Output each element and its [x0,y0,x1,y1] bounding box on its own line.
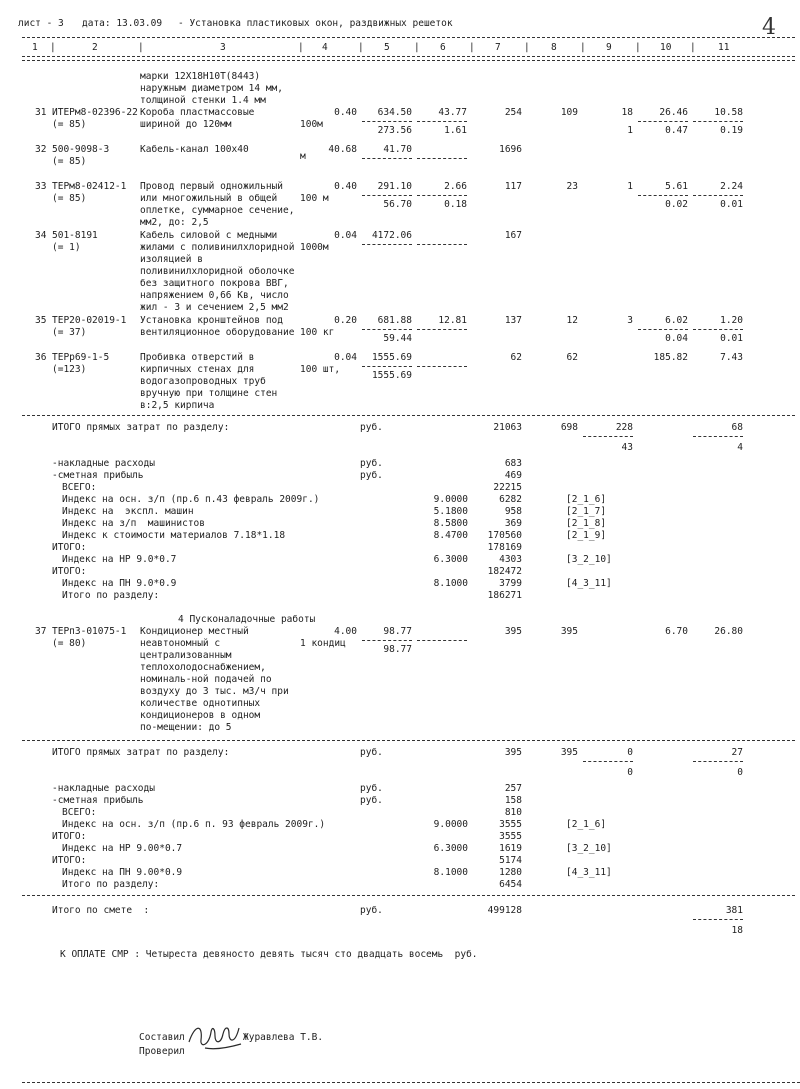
cell-underline [417,158,467,159]
description-line: толщиной стенки 1.4 мм [140,95,266,106]
currency-label: руб. [360,422,383,433]
summary-coefficient: 6.3000 [433,843,468,854]
cell-value: 98.77 [383,626,412,637]
column-separator: | [138,42,144,53]
cell-value: 1696 [499,144,522,155]
cell-underline [693,761,743,762]
summary-reference: [2_1_6] [566,819,607,830]
item-code: ТЕР20-02019-1 [52,315,127,326]
total-c11: 68 [731,422,743,433]
item-coefficient: (= 85) [52,156,87,167]
checked-by-label: Проверил [139,1046,185,1057]
description-line: вручную при толщине стен [140,388,278,399]
summary-label: -сметная прибыль [52,795,144,806]
total-c9: 228 [615,422,633,433]
summary-value: 1280 [499,867,522,878]
description-line: жил - 3 и сечением 2,5 мм2 [140,302,289,313]
summary-label: Итого по разделу: [62,879,160,890]
cell-value: 634.50 [377,107,412,118]
item-number: 33 [35,181,47,192]
cell-underline [417,244,467,245]
quantity: 4.00 [334,626,357,637]
item-number: 35 [35,315,47,326]
summary-value: 469 [504,470,522,481]
cell-underline [693,195,743,196]
column-separator: | [524,42,530,53]
cell-value: 2.24 [720,181,743,192]
cell-value-secondary: 1555.69 [371,370,412,381]
cell-value: 395 [504,626,522,637]
cell-value-secondary: 0.01 [720,199,743,210]
cell-value: 4172.06 [371,230,412,241]
summary-label: Индекс на ПН 9.00*0.9 [62,867,183,878]
cell-underline [417,640,467,641]
summary-label: Индекс на ПН 9.0*0.9 [62,578,177,589]
summary-reference: [2_1_9] [566,530,607,541]
cell-value: 23 [566,181,578,192]
description-line: наружным диаметром 14 мм, [140,83,283,94]
description-line: кондиционеров в одном [140,710,261,721]
grand-total-value: 499128 [487,905,522,916]
description-line: напряжением 0,66 Кв, число [140,290,289,301]
description-line: неавтономный с [140,638,221,649]
cell-value-secondary: 0.47 [665,125,688,136]
cell-underline [638,195,688,196]
header-rule-bottom-2 [22,60,795,61]
column-header: 11 [718,42,730,53]
cell-value: 167 [504,230,522,241]
cell-value: 41.70 [383,144,412,155]
page-bottom-rule [22,1082,800,1083]
summary-reference: [4_3_11] [566,867,612,878]
cell-value: 5.61 [665,181,688,192]
cell-underline [583,436,633,437]
composed-by-label: Составил [139,1032,185,1043]
column-separator: | [469,42,475,53]
total-c9-secondary: 0 [627,767,633,778]
summary-value: 3555 [499,819,522,830]
description-line: Провод первый одножильный [140,181,283,192]
cell-value: 26.46 [659,107,688,118]
cell-value: 254 [504,107,522,118]
summary-label: ИТОГО: [52,855,87,866]
column-header: 8 [551,42,557,53]
section-total-label: ИТОГО прямых затрат по разделу: [52,747,230,758]
column-header: 4 [322,42,328,53]
summary-coefficient: 9.0000 [433,494,468,505]
summary-label: -накладные расходы [52,458,155,469]
item-code: ИТЕРм8-02396-22 [52,107,138,118]
summary-reference: [3_2_10] [566,554,612,565]
cell-underline [417,121,467,122]
item-coefficient: (= 1) [52,242,81,253]
unit: 100м [300,119,323,130]
item-coefficient: (= 85) [52,119,87,130]
description-line: поливинилхлоридной оболочке [140,266,295,277]
item-code: ТЕРп3-01075-1 [52,626,127,637]
cell-underline [583,761,633,762]
summary-reference: [3_2_10] [566,843,612,854]
handwritten-page-number: 4 [762,15,776,40]
item-number: 34 [35,230,47,241]
summary-value: 182472 [487,566,522,577]
cell-value: 137 [504,315,522,326]
description-line: без защитного покрова ВВГ, [140,278,289,289]
item-number: 37 [35,626,47,637]
grand-total-label: Итого по смете : [52,905,150,916]
header-rule-bottom [22,56,795,57]
summary-coefficient: 8.5800 [433,518,468,529]
summary-value: 6282 [499,494,522,505]
date-label: дата: 13.03.09 [82,18,163,29]
item-coefficient: (= 85) [52,193,87,204]
cell-value: 62 [510,352,522,363]
quantity: 0.04 [334,352,357,363]
column-header: 7 [495,42,501,53]
summary-coefficient: 8.1000 [433,867,468,878]
cell-value: 6.70 [665,626,688,637]
total-c9: 0 [627,747,633,758]
unit: 100 м [300,193,329,204]
summary-value: 1619 [499,843,522,854]
item-number: 31 [35,107,47,118]
cell-value: 18 [621,107,633,118]
column-separator: | [690,42,696,53]
description-line: марки 12Х18Н10Т(8443) [140,71,261,82]
summary-label: Индекс на НР 9.0*0.7 [62,554,177,565]
cell-underline [693,919,743,920]
summary-value: 6454 [499,879,522,890]
cell-value: 1555.69 [371,352,412,363]
handwritten-signature [185,1018,245,1052]
cell-value: 43.77 [438,107,467,118]
cell-underline [417,195,467,196]
item-coefficient: (= 37) [52,327,87,338]
cell-value: 1 [627,181,633,192]
cell-underline [638,121,688,122]
summary-value: 683 [504,458,522,469]
summary-value: 257 [504,783,522,794]
cell-underline [693,436,743,437]
cell-value: 291.10 [377,181,412,192]
total-c9-secondary: 43 [621,442,633,453]
summary-label: Индекс к стоимости материалов 7.18*1.18 [62,530,286,541]
summary-unit: руб. [360,795,383,806]
cell-value-secondary: 0.18 [444,199,467,210]
description-line: теплохолодоснабжением, [140,662,266,673]
cell-underline [362,121,412,122]
summary-value: 369 [504,518,522,529]
description-line: централизованным [140,650,232,661]
cell-underline [417,366,467,367]
summary-reference: [4_3_11] [566,578,612,589]
item-code: 501-8191 [52,230,98,241]
cell-value-secondary: 56.70 [383,199,412,210]
column-header: 10 [660,42,672,53]
summary-label: ИТОГО: [52,566,87,577]
summary-label: Индекс на осн. з/п (пр.6 п.43 февраль 2009г.) [62,494,320,505]
cell-value: 6.02 [665,315,688,326]
column-separator: | [50,42,56,53]
cell-value: 7.43 [720,352,743,363]
description-line: мм2, до: 2,5 [140,217,209,228]
description-line: жилами с поливинилхлоридной [140,242,295,253]
summary-label: ВСЕГО: [62,482,97,493]
cell-underline [693,329,743,330]
summary-reference: [2_1_7] [566,506,607,517]
description-line: количестве однотипных [140,698,261,709]
summary-label: ВСЕГО: [62,807,97,818]
unit: м [300,151,306,163]
cell-underline [362,366,412,367]
cell-underline [362,329,412,330]
description-line: водогазопроводных труб [140,376,266,387]
item-number: 36 [35,352,47,363]
cell-value-secondary: 1.61 [444,125,467,136]
cell-value: 117 [504,181,522,192]
summary-value: 5174 [499,855,522,866]
rows-end-rule [22,415,795,416]
unit: 1 кондиц [300,638,346,649]
item-code: ТЕРр69-1-5 [52,352,110,363]
item-code: ТЕРм8-02412-1 [52,181,127,192]
cell-underline [362,195,412,196]
cell-underline [362,158,412,159]
cell-value: 10.58 [714,107,743,118]
summary-coefficient: 9.0000 [433,819,468,830]
summary-label: Итого по разделу: [62,590,160,601]
cell-value: 12.81 [438,315,467,326]
description-line: по-мещении: до 5 [140,722,232,733]
section-title: 4 Пусконаладочные работы [178,614,316,625]
description-line: в:2,5 кирпича [140,400,215,411]
cell-underline [417,329,467,330]
summary-coefficient: 8.1000 [433,578,468,589]
item-coefficient: (= 80) [52,638,87,649]
total-c11-secondary: 0 [737,767,743,778]
cell-value: 62 [566,352,578,363]
description-line: Пробивка отверстий в [140,352,255,363]
description-line: Кабель силовой с медными [140,230,278,241]
column-separator: | [298,42,304,53]
description-line: Короба пластмассовые [140,107,255,118]
cell-underline [362,244,412,245]
quantity: 0.40 [334,181,357,192]
summary-label: ИТОГО: [52,831,87,842]
total-c11-secondary: 4 [737,442,743,453]
section-total-label: ИТОГО прямых затрат по разделу: [52,422,230,433]
total-c7: 395 [504,747,522,758]
column-header: 2 [92,42,98,53]
summary-value: 186271 [487,590,522,601]
cell-value-secondary: 98.77 [383,644,412,655]
column-separator: | [414,42,420,53]
total-c8: 395 [560,747,578,758]
column-separator: | [635,42,641,53]
quantity: 0.40 [334,107,357,118]
payment-amount-words: К ОПЛАТЕ СМР : Четыреста девяносто девять тысяч сто двадцать восемь руб. [60,949,478,960]
composer-name: Журавлева Т.В. [243,1032,324,1043]
grand-total-c11-secondary: 18 [731,925,743,936]
description-line: кирпичных стенах для [140,364,255,375]
cell-value: 3 [627,315,633,326]
currency-label: руб. [360,905,383,916]
summary-value: 810 [504,807,522,818]
total-c7: 21063 [493,422,522,433]
column-header: 9 [606,42,612,53]
currency-label: руб. [360,747,383,758]
description-line: Установка кронштейнов под [140,315,283,326]
cell-value-secondary: 1 [627,125,633,136]
quantity: 0.04 [334,230,357,241]
cell-value: 1.20 [720,315,743,326]
sheet-label: лист - 3 [18,18,64,29]
summary-label: -накладные расходы [52,783,155,794]
cell-value: 26.80 [714,626,743,637]
cell-value: 395 [560,626,578,637]
column-header: 1 [32,42,38,53]
cell-value: 185.82 [653,352,688,363]
grand-total-c11: 381 [725,905,743,916]
cell-value: 681.88 [377,315,412,326]
summary-label: Индекс на з/п машинистов [62,518,205,529]
summary-unit: руб. [360,458,383,469]
quantity: 0.20 [334,315,357,326]
summary-value: 3799 [499,578,522,589]
summary-value: 178169 [487,542,522,553]
description-line: шириной до 120мм [140,119,232,130]
column-header: 5 [384,42,390,53]
summary-unit: руб. [360,783,383,794]
summary-value: 4303 [499,554,522,565]
summary-label: Индекс на НР 9.00*0.7 [62,843,183,854]
rows-end-rule [22,740,795,741]
cell-value-secondary: 0.19 [720,125,743,136]
unit: 1000м [300,242,329,253]
description-line: или многожильный в общей [140,193,278,204]
cell-value-secondary: 0.01 [720,333,743,344]
summary-value: 170560 [487,530,522,541]
summary-value: 958 [504,506,522,517]
cell-underline [362,640,412,641]
summary-coefficient: 8.4700 [433,530,468,541]
cell-value: 2.66 [444,181,467,192]
cell-underline [638,329,688,330]
summary-coefficient: 6.3000 [433,554,468,565]
item-code: 500-9098-3 [52,144,110,155]
summary-reference: [2_1_6] [566,494,607,505]
total-c11: 27 [731,747,743,758]
description-line: оплетке, суммарное сечение, [140,205,295,216]
column-separator: | [358,42,364,53]
cell-value-secondary: 273.56 [377,125,412,136]
sheet-title: - Установка пластиковых окон, раздвижных решеток [178,18,453,29]
summary-unit: руб. [360,470,383,481]
cell-value-secondary: 0.02 [665,199,688,210]
summary-value: 158 [504,795,522,806]
summary-value: 22215 [493,482,522,493]
quantity: 40.68 [328,144,357,155]
summary-label: -сметная прибыль [52,470,144,481]
header-rule-top [22,37,795,38]
column-header: 3 [220,42,226,53]
summary-value: 3555 [499,831,522,842]
description-line: Кабель-канал 100х40 [140,144,249,155]
column-separator: | [580,42,586,53]
cell-value-secondary: 0.04 [665,333,688,344]
item-number: 32 [35,144,47,155]
description-line: воздуху до 3 тыс. м3/ч при [140,686,289,697]
summary-label: ИТОГО: [52,542,87,553]
cell-value-secondary: 59.44 [383,333,412,344]
summary-coefficient: 5.1800 [433,506,468,517]
description-line: изоляцией в [140,254,203,265]
unit: 100 шт, [300,364,341,375]
section-end-rule [22,895,795,896]
summary-label: Индекс на осн. з/п (пр.6 п. 93 февраль 2009г.) [62,819,326,830]
item-coefficient: (=123) [52,364,87,375]
cell-value: 12 [566,315,578,326]
description-line: номиналь-ной подачей по [140,674,272,685]
summary-label: Индекс на экспл. машин [62,506,194,517]
total-c8: 698 [560,422,578,433]
column-header: 6 [440,42,446,53]
description-line: Кондиционер местный [140,626,249,637]
cell-value: 109 [560,107,578,118]
summary-reference: [2_1_8] [566,518,607,529]
unit: 100 кг [300,327,335,338]
cell-underline [693,121,743,122]
description-line: вентиляционное оборудование [140,327,295,338]
